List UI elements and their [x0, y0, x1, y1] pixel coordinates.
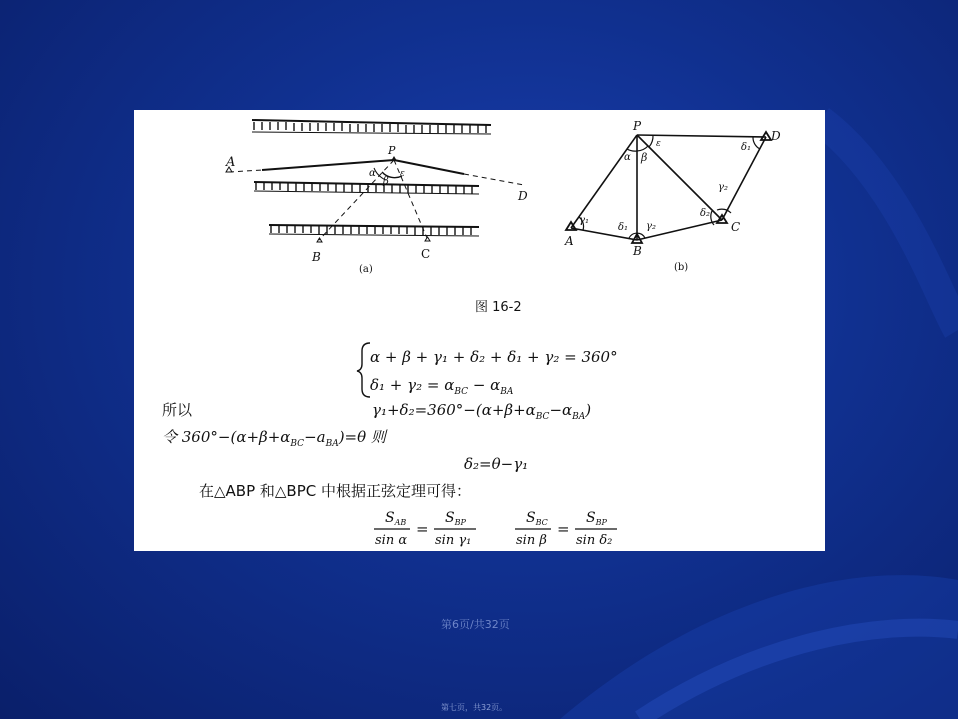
eq2-sub-bc: BC — [454, 387, 469, 397]
ling-sub-bc: BC — [290, 439, 305, 449]
eq2-minus: − α — [468, 376, 501, 394]
suoyi-main: γ₁+δ₂=360°−(α+β+α — [372, 401, 536, 419]
equation-suoyi — [372, 401, 591, 422]
suoyi-sub-bc: BC — [535, 412, 550, 422]
ling-main: 令 360°−(α+β+α — [162, 428, 291, 446]
equation-delta2: δ₂=θ−γ₁ — [464, 455, 529, 473]
label-b-beta: β — [641, 151, 648, 164]
equation-ling — [162, 428, 389, 449]
suoyi-mid: −α — [549, 401, 573, 419]
frac-equals-1: = — [416, 520, 429, 538]
equation-system-line2 — [370, 376, 514, 397]
label-b-point-a: A — [565, 234, 574, 248]
footer-page-text: 第七页，共32页。 — [441, 703, 508, 712]
label-b-point-b: B — [633, 244, 642, 258]
ling-mid: −a — [304, 428, 326, 446]
label-b-delta1-at-b: δ₁ — [618, 222, 629, 233]
label-a-point-p: P — [388, 144, 396, 157]
frac2-numerator: $S_{BP}$ — [445, 510, 466, 527]
label-a-point-d: D — [518, 189, 528, 203]
label-panel-a: (a) — [359, 264, 373, 275]
label-b-point-p: P — [633, 119, 642, 133]
label-a-alpha: α — [369, 168, 376, 179]
label-b-delta2: δ₂ — [700, 208, 711, 219]
label-b-alpha: α — [624, 152, 631, 163]
label-b-point-d: D — [771, 129, 781, 143]
figure-a-diagram — [226, 120, 524, 242]
label-panel-b: (b) — [674, 262, 689, 273]
suoyi-sub-ba: BA — [572, 412, 586, 422]
frac3-denominator: sin β — [516, 533, 547, 548]
label-b-gamma2-at-b: γ₂ — [646, 221, 656, 232]
label-b-point-c: C — [731, 220, 741, 234]
sine-law-intro: 在△ABP 和△BPC 中根据正弦定理可得： — [199, 482, 472, 500]
label-a-epsilon: ε — [400, 169, 405, 179]
label-b-gamma1: γ₁ — [579, 215, 589, 226]
label-a-point-a: A — [226, 155, 236, 170]
frac4-numerator: $S_{BP}$ — [586, 510, 607, 527]
fraction-group-1 — [374, 510, 476, 548]
label-b-delta1-at-d: δ₁ — [741, 142, 752, 153]
equation-system-line1: α + β + γ₁ + δ₂ + δ₁ + γ₂ = 360° — [370, 348, 618, 366]
frac1-denominator: sin α — [375, 533, 408, 548]
frac3-numerator: $S_{BC}$ — [526, 510, 548, 527]
label-b-gamma2-at-c: γ₂ — [718, 182, 728, 193]
figure-panel — [134, 110, 825, 551]
label-a-beta: β — [383, 176, 389, 187]
label-b-epsilon: ε — [656, 139, 661, 149]
label-a-point-b: B — [312, 250, 321, 264]
frac-equals-2: = — [557, 520, 570, 538]
label-a-point-c: C — [421, 247, 431, 261]
figure-caption: 图 16-2 — [475, 300, 522, 315]
eq2-sub-ba: BA — [500, 387, 514, 397]
ling-sub-ba: BA — [325, 439, 339, 449]
frac1-numerator: $S_{AB}$ — [385, 510, 407, 527]
ling-end: )=θ 则 — [338, 428, 386, 446]
fraction-group-2 — [515, 510, 617, 548]
page-indicator: 第6页/共32页 — [441, 618, 510, 631]
suoyi-end: ) — [585, 401, 592, 419]
eq2-main: δ₁ + γ₂ = α — [370, 376, 455, 394]
system-brace — [357, 343, 370, 397]
frac2-denominator: sin γ₁ — [435, 533, 472, 548]
frac4-denominator: sin δ₂ — [576, 533, 613, 548]
suoyi-label: 所以 — [162, 401, 193, 419]
